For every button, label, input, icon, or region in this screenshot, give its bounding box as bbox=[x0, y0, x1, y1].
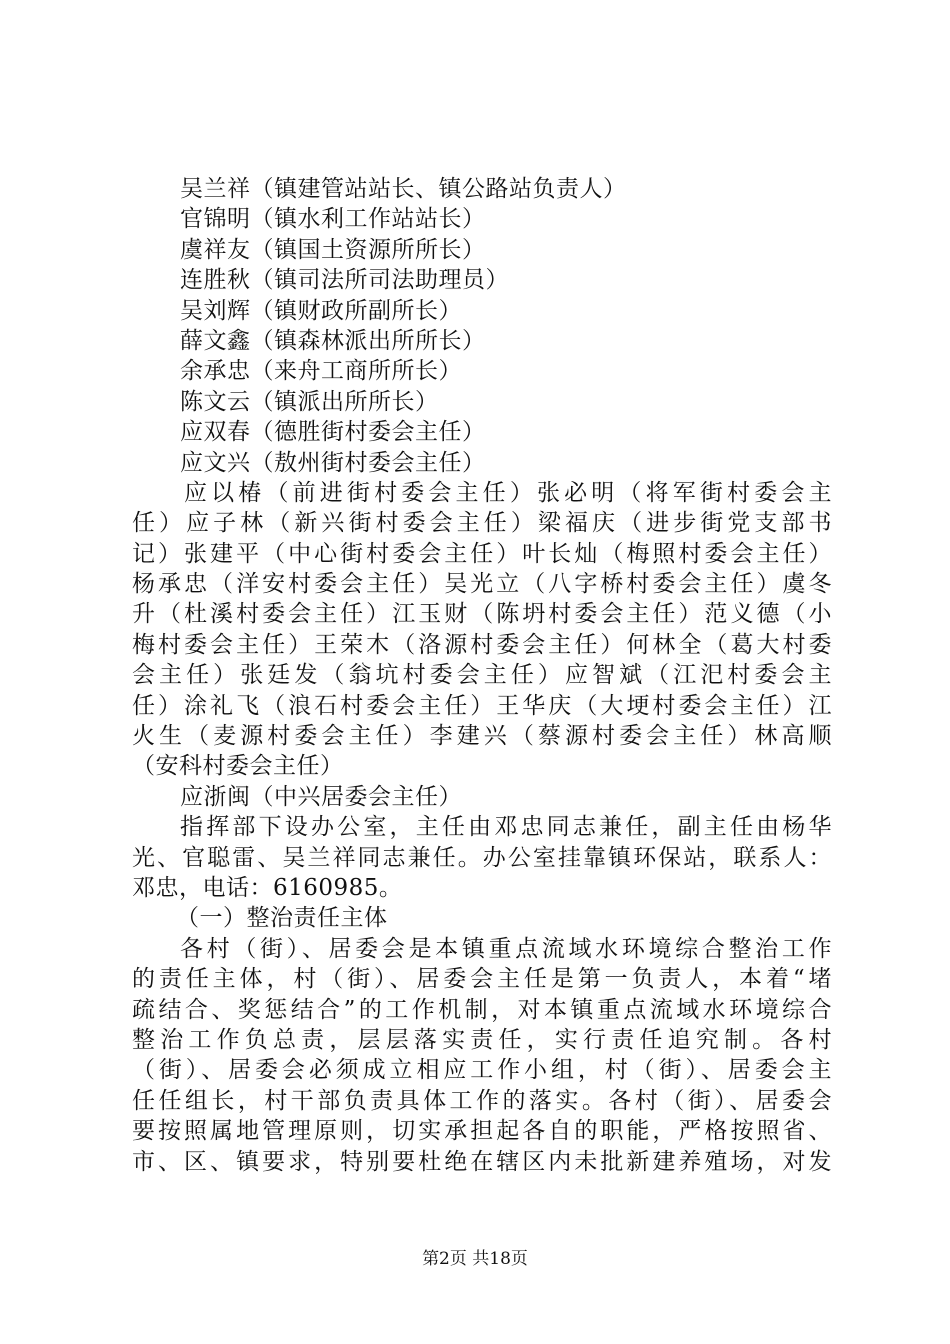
text-line: 余承忠（来舟工商所所长） bbox=[180, 358, 462, 385]
text-line: （街）、居委会必须成立相应工作小组，村（街）、居委会主 bbox=[132, 1057, 832, 1084]
text-line: 光、官聪雷、吴兰祥同志兼任。办公室挂靠镇环保站，联系人： bbox=[132, 844, 832, 871]
text-line: 虞祥友（镇国土资源所所长） bbox=[180, 236, 486, 263]
text-line: 薛文鑫（镇森林派出所所长） bbox=[180, 327, 486, 354]
text-line: 应浙闽（中兴居委会主任） bbox=[180, 783, 462, 810]
text-line: 陈文云（镇派出所所长） bbox=[180, 388, 439, 415]
text-line: 整治工作负总责，层层落实责任，实行责任追究制。各村 bbox=[132, 1026, 832, 1053]
text-line: 应以椿（前进街村委会主任）张必明（将军街村委会主 bbox=[184, 479, 832, 506]
text-line: 连胜秋（镇司法所司法助理员） bbox=[180, 267, 509, 294]
text-line: 各村（街）、居委会是本镇重点流域水环境综合整治工作 bbox=[180, 935, 832, 962]
text-line: 记）张建平（中心街村委会主任）叶长灿（梅照村委会主任） bbox=[132, 540, 832, 567]
text-line: 任）涂礼飞（浪石村委会主任）王华庆（大埂村委会主任）江 bbox=[132, 692, 832, 719]
text-line: 的责任主体，村（街）、居委会主任是第一负责人，本着“堵 bbox=[132, 966, 832, 993]
text-line: 指挥部下设办公室，主任由邓忠同志兼任，副主任由杨华 bbox=[180, 814, 832, 841]
text-line: 要按照属地管理原则，切实承担起各自的职能，严格按照省、 bbox=[132, 1118, 832, 1145]
text-line: 官锦明（镇水利工作站站长） bbox=[180, 206, 486, 233]
page-footer: 第2页 共18页 bbox=[422, 1249, 528, 1269]
text-line: 任）应子林（新兴街村委会主任）梁福庆（进步街党支部书 bbox=[132, 510, 832, 537]
section-heading: （一）整治责任主体 bbox=[176, 905, 388, 932]
document-body bbox=[132, 174, 832, 1177]
text-line: 应双春（德胜街村委会主任） bbox=[180, 419, 486, 446]
text-line: 疏结合、奖惩结合”的工作机制，对本镇重点流域水环境综合 bbox=[132, 996, 832, 1023]
text-line: （安科村委会主任） bbox=[132, 753, 344, 780]
text-line: 梅村委会主任）王荣木（洛源村委会主任）何林全（葛大村委 bbox=[132, 631, 832, 658]
text-line: 吴刘辉（镇财政所副所长） bbox=[180, 297, 462, 324]
text-line: 杨承忠（洋安村委会主任）吴光立（八字桥村委会主任）虞冬 bbox=[132, 571, 832, 598]
text-line: 吴兰祥（镇建管站站长、镇公路站负责人） bbox=[180, 176, 627, 202]
text-line: 升（杜溪村委会主任）江玉财（陈坍村委会主任）范义德（小 bbox=[132, 601, 832, 628]
text-line: 市、区、镇要求，特别要杜绝在辖区内未批新建养殖场，对发 bbox=[132, 1148, 832, 1175]
text-line: 应文兴（敖州街村委会主任） bbox=[180, 449, 486, 476]
text-line: 火生（麦源村委会主任）李建兴（蔡源村委会主任）林高顺 bbox=[132, 723, 832, 750]
text-line: 邓忠，电话：6160985。 bbox=[132, 874, 403, 901]
text-line: 会主任）张廷发（翁坑村委会主任）应智斌（江汜村委会主 bbox=[132, 662, 832, 689]
text-line: 任任组长，村干部负责具体工作的落实。各村（街）、居委会 bbox=[132, 1087, 832, 1114]
